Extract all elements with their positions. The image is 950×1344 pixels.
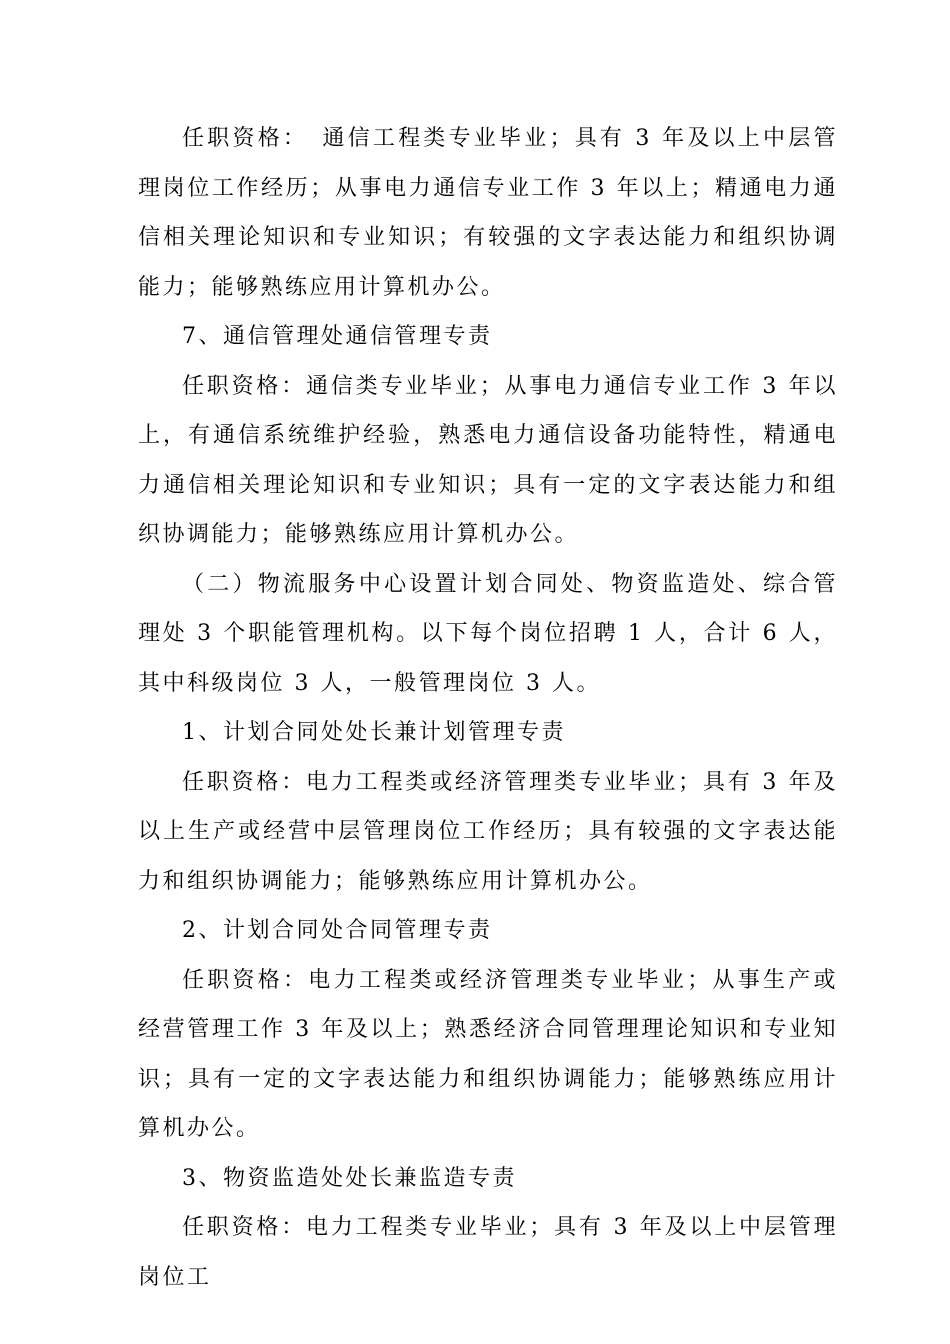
section-paragraph: （二）物流服务中心设置计划合同处、物资监造处、综合管理处 3 个职能管理机构。以下每个岗位招聘 1 人，合计 6 人，其中科级岗位 3 人，一般管理岗位 3 人。: [138, 571, 838, 696]
document-body: [138, 114, 838, 1302]
position-heading: 2、计划合同处合同管理专责: [182, 918, 493, 943]
position-heading: 3、物资监造处处长兼监造专责: [182, 1165, 517, 1191]
qualification-paragraph: 任职资格：通信类专业毕业；从事电力通信专业工作 3 年以上，有通信系统维护经验，熟悉电力通信设备功能特性，精通电力通信相关理论知识和专业知识；具有一定的文字表达能力和组织协调能力；能够熟练应用计算机办公。: [138, 373, 838, 547]
qualification-paragraph: 任职资格：电力工程类或经济管理类专业毕业；具有 3 年及以上生产或经营中层管理岗位工作经历；具有较强的文字表达能力和组织协调能力；能够熟练应用计算机办公。: [138, 769, 838, 894]
qualification-paragraph: 任职资格： 通信工程类专业毕业；具有 3 年及以上中层管理岗位工作经历；从事电力通信专业工作 3 年以上；精通电力通信相关理论知识和专业知识；有较强的文字表达能力和组织协调能力；能够熟练应用计算机办公。: [138, 126, 838, 300]
position-heading: 7、通信管理处通信管理专责: [182, 324, 493, 349]
qualification-paragraph: 任职资格：电力工程类或经济管理类专业毕业；从事生产或经营管理工作 3 年及以上；熟悉经济合同管理理论知识和专业知识；具有一定的文字表达能力和组织协调能力；能够熟练应用计算机办公。: [138, 967, 838, 1141]
position-heading: 1、计划合同处处长兼计划管理专责: [182, 720, 566, 745]
qualification-paragraph: 任职资格：电力工程类专业毕业；具有 3 年及以上中层管理岗位工: [138, 1215, 838, 1290]
